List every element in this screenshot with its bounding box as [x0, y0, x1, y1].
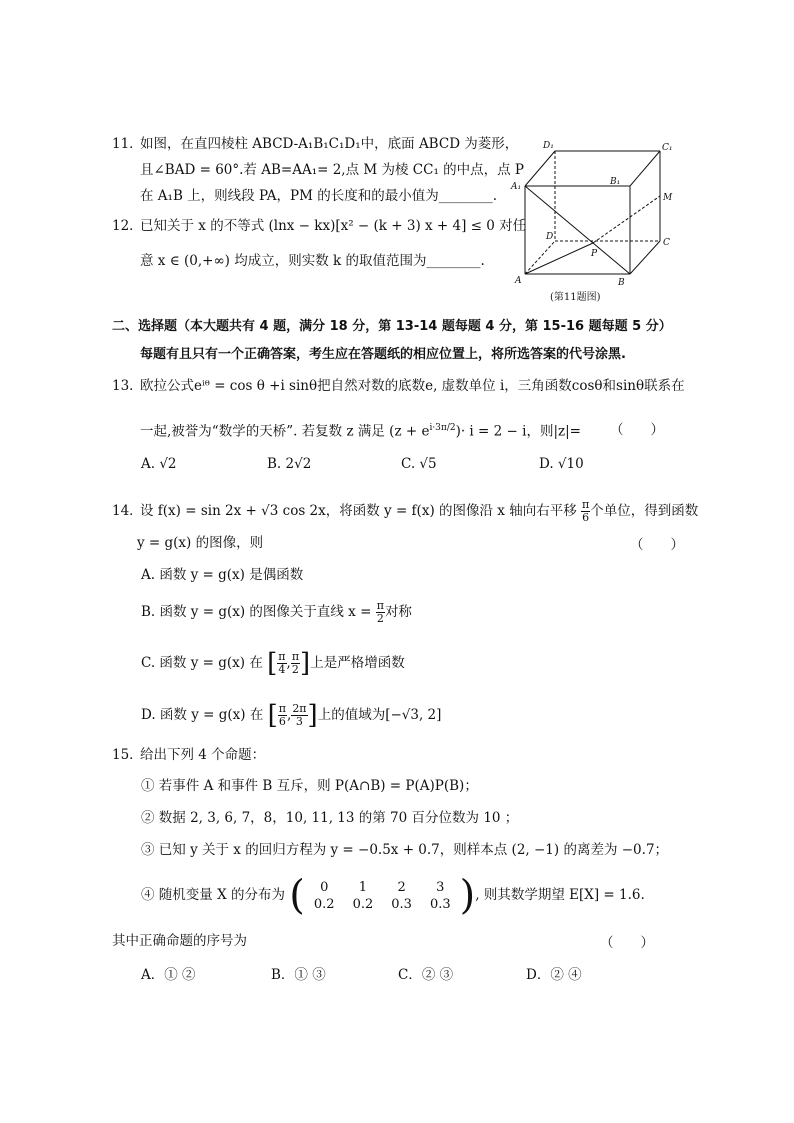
q12-text-1a: 已知关于 x 的不等式 — [140, 218, 265, 234]
segment-a1b — [525, 186, 630, 274]
q11-text-1: 如图，在直四棱柱 ABCD-A₁B₁C₁D₁中，底面 ABCD 为菱形， — [140, 136, 519, 152]
q15-option-d: D．② ④ — [526, 967, 582, 983]
q12-line-2: 意 x ∈ (0,+∞) 均成立，则实数 k 的取值范围为________. — [140, 253, 485, 269]
q13-text-1: 欧拉公式eⁱᶿ = cos θ +i sinθ把自然对数的底数e, 虚数单位 i，三角函数cosθ和sinθ联系在 — [140, 378, 685, 394]
q14-option-b — [141, 597, 412, 627]
q14-line-1 — [112, 497, 698, 525]
label-a: A — [515, 276, 522, 286]
q13-line-1 — [112, 376, 685, 396]
q14-option-a: A. 函数 y = g(x) 是偶函数 — [141, 567, 304, 583]
segment-pm — [593, 196, 660, 243]
label-p: P — [591, 249, 598, 259]
q12-inequality: (lnx − kx)[x² − (k + 3) x + 4] ≤ 0 — [268, 218, 495, 234]
label-b: B — [618, 278, 625, 288]
q12-number: 12． — [112, 218, 143, 234]
matrix-row-probabilities — [305, 896, 460, 913]
q14-number: 14． — [112, 503, 143, 519]
q11-line-2: 且∠BAD = 60°.若 AB=AA₁= 2,点 M 为棱 CC₁ 的中点，点 P — [140, 162, 525, 178]
q14-text-1b: 个单位，得到函数 — [590, 503, 699, 519]
q13-expr-1: (z + e — [389, 423, 430, 440]
q14-optb-num: π — [376, 599, 384, 612]
q14-optc-d2: 2 — [291, 663, 299, 676]
label-m: M — [663, 193, 673, 203]
q14-option-c-text: C. 函数 y = g(x) 在 — [141, 655, 263, 671]
q14-option-d-tail: 上的值域为 — [317, 707, 386, 723]
q15-statement-4 — [141, 873, 645, 917]
segment-ap — [525, 243, 593, 274]
q14-optd-frac1 — [278, 703, 287, 728]
matrix-cell: 0.3 — [391, 896, 412, 912]
q14-optd-d1: 6 — [278, 715, 286, 728]
q15-option-b: B．① ③ — [271, 967, 326, 983]
label-d1: D₁ — [543, 141, 554, 151]
matrix-cell: 0.2 — [313, 896, 335, 912]
q14-line-2: y = g(x) 的图像，则 — [137, 535, 264, 551]
q14-fraction — [581, 499, 590, 524]
section2-title: 二、选择题（本大题共有 4 题，满分 18 分，第 13-14 题每题 4 分，第 15-16 题每题 5 分） — [112, 319, 672, 334]
q14-optd-n2: 2π — [292, 702, 307, 715]
q12-text-1c: 对任 — [499, 218, 527, 234]
q14-optd-d2: 3 — [295, 715, 303, 728]
q15-statement-1: ① 若事件 A 和事件 B 互斥，则 P(A∩B) = P(A)P(B)； — [141, 778, 478, 794]
q14-option-d-text: D. 函数 y = g(x) 在 — [141, 707, 264, 723]
q13-answer-paren: （ ） — [610, 422, 664, 438]
edge-c1b1 — [630, 151, 660, 186]
matrix-rparen: ) — [459, 872, 476, 919]
q13-option-c: C. √5 — [401, 456, 437, 472]
label-b1: B₁ — [610, 177, 621, 187]
q11-line-1 — [112, 134, 518, 154]
q15-number: 15． — [112, 747, 143, 763]
q15-option-c: C．② ③ — [398, 967, 454, 983]
q14-option-d-range: [−√3, 2] — [385, 707, 442, 723]
q14-optc-n2: π — [291, 650, 300, 663]
q13-option-d: D. √10 — [539, 456, 584, 472]
edge-ad — [525, 241, 555, 274]
q13-option-a: A. √2 — [141, 456, 177, 472]
distribution-matrix — [305, 879, 460, 913]
q15-line-1 — [112, 745, 265, 765]
matrix-cell: 0.2 — [352, 896, 374, 912]
q15-statement-4-text: ④ 随机变量 X 的分布为 — [141, 887, 285, 903]
q14-optc-n1: π — [278, 650, 286, 663]
q14-optd-rbracket: ] — [307, 700, 318, 731]
matrix-lparen: ( — [289, 872, 305, 919]
q14-optc-lbracket: [ — [267, 648, 278, 679]
q14-frac-num: π — [582, 498, 590, 511]
q14-text-1a: 设 f(x) = sin 2x + √3 cos 2x，将函数 y = f(x) 的图像沿 x 轴向右平移 — [140, 503, 577, 519]
prism-figure — [505, 138, 685, 308]
figure-caption: (第11题图) — [550, 292, 601, 303]
matrix-cell: 0.3 — [429, 896, 451, 912]
q11-line-3: 在 A₁B 上，则线段 PA，PM 的长度和的最小值为________. — [140, 188, 498, 204]
matrix-cell: 2 — [397, 879, 406, 895]
q13-number: 13． — [112, 378, 143, 394]
q14-option-b-tail: 对称 — [384, 604, 412, 620]
edge-d1a1 — [525, 151, 555, 186]
q13-exponent: i·3π/2 — [429, 423, 456, 433]
q14-optd-lbracket: [ — [267, 700, 278, 731]
q14-answer-paren: （ ） — [630, 537, 684, 553]
q14-frac-den: 6 — [582, 511, 590, 524]
q12-line-1 — [112, 216, 526, 236]
q15-statement-2: ② 数据 2, 3, 6, 7，8，10, 11, 13 的第 70 百分位数为 10 ； — [141, 810, 519, 826]
q14-optc-frac1 — [277, 651, 286, 676]
matrix-cell: 1 — [358, 879, 368, 895]
section2-instruction: 每题有且只有一个正确答案，考生应在答题纸的相应位置上，将所选答案的代号涂黑. — [140, 347, 626, 362]
q14-option-b-text: B. 函数 y = g(x) 的图像关于直线 x = — [141, 604, 372, 620]
label-c1: C₁ — [662, 143, 673, 153]
q14-option-d: D. 函数 y = g(x) 在 [ $\frac{\pi}{6}$ , $\frac{2\pi}{3}$ ]上的值域为[−√3, 2] — [141, 700, 442, 731]
matrix-cell: 0 — [320, 879, 329, 895]
q15-option-a: A．① ② — [141, 967, 196, 983]
q15-prompt: 其中正确命题的序号为 — [112, 933, 247, 949]
matrix-cell: 3 — [436, 879, 445, 895]
matrix-row-values — [305, 879, 460, 896]
q11-number: 11． — [112, 136, 143, 152]
label-a1: A₁ — [511, 182, 522, 192]
q13-text-2a: 一起,被誉为“数学的天桥”. 若复数 z 满足 — [140, 423, 385, 440]
q15-statement-4-tail: , 则其数学期望 E[X] = 1.6. — [475, 887, 645, 903]
q14-option-c-tail: 上是严格增函数 — [310, 655, 405, 671]
q14-optd-frac2 — [291, 703, 307, 728]
q14-optc-d1: 4 — [278, 663, 286, 676]
q14-optc-rbracket: ] — [300, 648, 311, 679]
q14-optd-n1: π — [278, 702, 287, 715]
q14-option-b-fraction — [376, 600, 385, 625]
q15-statement-3: ③ 已知 y 关于 x 的回归方程为 y = −0.5x + 0.7，则样本点 (2, −1) 的离差为 −0.7； — [141, 842, 669, 858]
q15-answer-paren: （ ） — [600, 935, 654, 951]
q15-title: 给出下列 4 个命题： — [140, 747, 266, 763]
q14-option-c: C. 函数 y = g(x) 在 [ $\frac{\pi}{4}$ , $\frac{\pi}{2}$ ]上是严格增函数 — [141, 648, 405, 679]
edge-bc — [630, 241, 660, 274]
q14-optb-den: 2 — [376, 612, 384, 625]
q13-line-2 — [140, 418, 581, 442]
label-d: D — [546, 232, 554, 242]
q14-optc-frac2 — [291, 651, 300, 676]
label-c: C — [663, 238, 670, 248]
q13-option-b: B. 2√2 — [267, 456, 312, 472]
q13-expr-2: )· i = 2 − i，则|z|= — [455, 423, 581, 440]
